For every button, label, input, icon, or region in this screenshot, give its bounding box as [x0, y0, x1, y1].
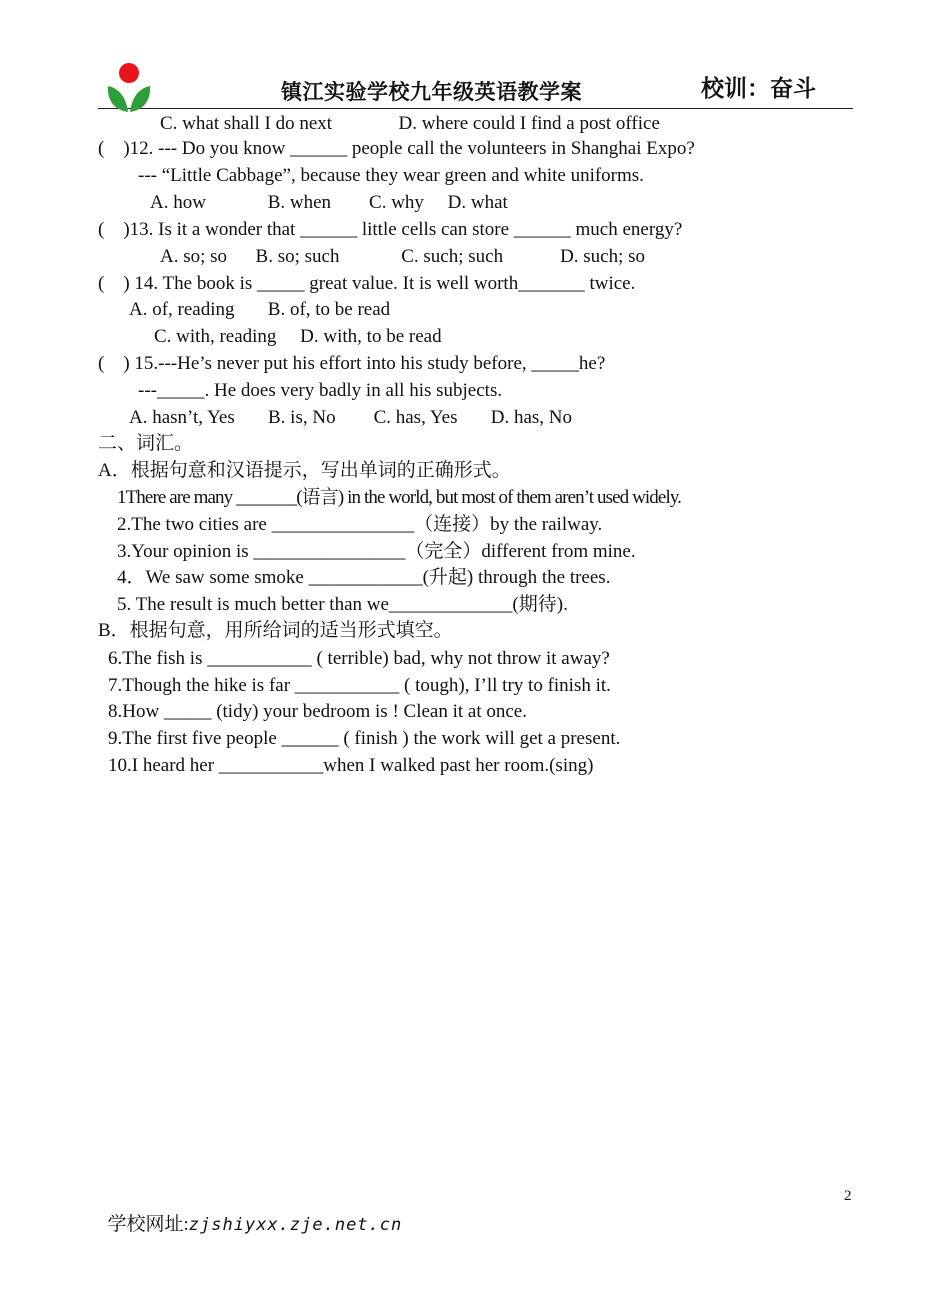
- question-12-options: A. how B. when C. why D. what: [150, 192, 508, 213]
- question-14: ( ) 14. The book is _____ great value. It is well worth_______ twice.: [98, 273, 636, 294]
- footer-url-link[interactable]: zjshiyxx.zje.net.cn: [188, 1215, 403, 1235]
- question-12: ( )12. --- Do you know ______ people call the volunteers in Shanghai Expo?: [98, 138, 695, 159]
- question-12-dialogue: --- “Little Cabbage”, because they wear green and white uniforms.: [138, 165, 644, 186]
- page-header: [98, 62, 853, 109]
- fill-item-6: 6.The fish is ___________ ( terrible) bad, why not throw it away?: [108, 648, 610, 669]
- page-number: 2: [844, 1188, 852, 1204]
- fill-item-10: 10.I heard her ___________when I walked past her room.(sing): [108, 755, 594, 776]
- question-15-options: A. hasn’t, Yes B. is, No C. has, Yes D. has, No: [129, 407, 573, 428]
- vocab-item-1: 1There are many _______(语言) in the world, but most of them aren’t used widely.: [117, 487, 682, 508]
- header-motto: 校训：奋斗: [701, 76, 816, 102]
- question-14-options-cd: C. with, reading D. with, to be read: [154, 326, 442, 347]
- fill-item-9: 9.The first five people ______ ( finish ) the work will get a present.: [108, 728, 621, 749]
- vocab-item-5: 5. The result is much better than we_____________(期待).: [117, 594, 568, 615]
- vocab-item-4: 4．We saw some smoke ____________(升起) through the trees.: [117, 567, 611, 588]
- footer-school-website: [98, 1187, 402, 1236]
- school-logo-icon: [104, 62, 154, 114]
- question-15: ( ) 15.---He’s never put his effort into his study before, _____he?: [98, 353, 606, 374]
- section-2-heading: 二、词汇。: [98, 433, 194, 454]
- footer-url-label: 学校网址:: [107, 1214, 189, 1235]
- question-14-options-ab: A. of, reading B. of, to be read: [129, 299, 391, 320]
- q11-options-cd: C. what shall I do next D. where could I find a post office: [160, 113, 660, 134]
- question-15-dialogue: ---_____. He does very badly in all his subjects.: [138, 380, 503, 401]
- question-13-options: A. so; so B. so; such C. such; such D. such; so: [160, 246, 646, 267]
- fill-item-8: 8.How _____ (tidy) your bedroom is ! Clean it at once.: [108, 701, 527, 722]
- vocab-item-3: 3.Your opinion is ________________（完全）different from mine.: [117, 541, 636, 562]
- fill-item-7: 7.Though the hike is far ___________ ( tough), I’ll try to finish it.: [108, 675, 611, 696]
- header-title: 镇江实验学校九年级英语教学案: [281, 80, 582, 104]
- part-b-instructions: B．根据句意，用所给词的适当形式填空。: [98, 620, 453, 641]
- vocab-item-2: 2.The two cities are _______________（连接）by the railway.: [117, 514, 603, 535]
- part-a-instructions: A．根据句意和汉语提示，写出单词的正确形式。: [98, 460, 511, 481]
- question-13: ( )13. Is it a wonder that ______ little cells can store ______ much energy?: [98, 219, 683, 240]
